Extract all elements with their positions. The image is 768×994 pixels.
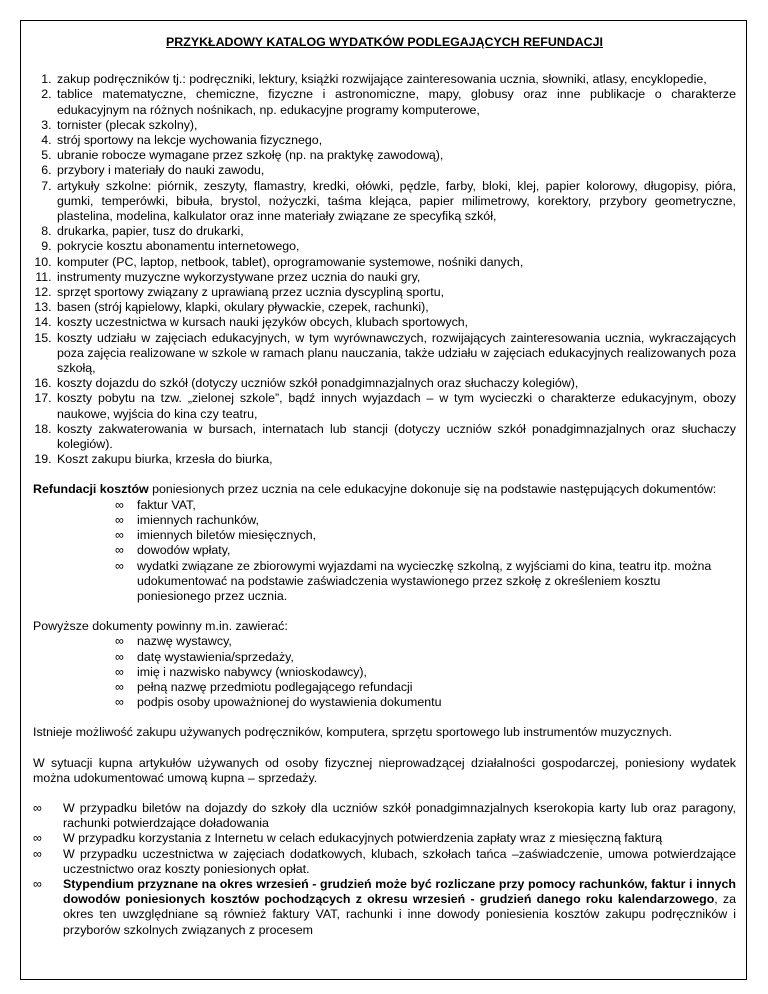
document-page <box>20 20 747 980</box>
catalog-item: 13. basen (strój kąpielowy, klapki, okulary pływackie, czepek, rachunki), <box>55 300 736 315</box>
notes-list <box>33 801 736 938</box>
catalog-item: 9. pokrycie kosztu abonamentu internetowego, <box>55 239 736 254</box>
document-type-item: ∞ imiennych rachunków, <box>115 513 736 528</box>
purchase-contract-paragraph: W sytuacji kupna artykułów używanych od osoby fizycznej nieprowadzącej działalności gospodarczej, poniesiony wydatek można udokumentować umową kupna – sprzedaży. <box>33 755 736 785</box>
document-field-item: ∞ pełną nazwę przedmiotu podlegającego refundacji <box>115 680 736 695</box>
note-item: ∞ W przypadku uczestnictwa w zajęciach dodatkowych, klubach, szkołach tańca –zaświadczenie, umowa potwierdzające uczestnictwo oraz koszty poniesionych opłat. <box>33 847 736 877</box>
catalog-item: 7. artykuły szkolne: piórnik, zeszyty, flamastry, kredki, ołówki, pędzle, farby, bloki, klej, papier kolorowy, długopisy, pióra, gumki, temperówki, bibuła, brystol, nożyczki, taśma klejąca, papier milimetrowy, korektory, przybory geometryczne, plastelina, modelina, kalkulator oraz inne materiały związane ze specyfiką szkół, <box>55 179 736 225</box>
page-title: PRZYKŁADOWY KATALOG WYDATKÓW PODLEGAJĄCYCH REFUNDACJI <box>166 35 603 49</box>
document-field-item: ∞ datę wystawienia/sprzedaży, <box>115 650 736 665</box>
stipend-note-bold: Stypendium przyznane na okres wrzesień - grudzień może być rozliczane przy pomocy rachunków, faktur i innych dowodów poniesionych kosztów pochodzących z okresu wrzesień - grudzień danego roku kalendarzowego <box>63 876 736 907</box>
refund-intro-bold: Refundacji kosztów <box>33 482 149 497</box>
catalog-item: 4. strój sportowy na lekcje wychowania fizycznego, <box>55 133 736 148</box>
catalog-item: 3. tornister (plecak szkolny), <box>55 118 736 133</box>
documents-list <box>33 498 736 604</box>
catalog-item: 8. drukarka, papier, tusz do drukarki, <box>55 224 736 239</box>
contents-intro: Powyższe dokumenty powinny m.in. zawierać: <box>33 619 288 634</box>
expense-catalog-list <box>33 72 736 467</box>
catalog-item: 17. koszty pobytu na tzw. „zielonej szkole”, bądź innych wyjazdach – w tym wycieczki o charakterze edukacyjnym, obozy naukowe, wyjścia do kina czy teatru, <box>55 391 736 421</box>
note-item: ∞ W przypadku biletów na dojazdy do szkoły dla uczniów szkół ponadgimnazjalnych kserokopia karty lub oraz paragony, rachunki potwierdzające doładowania <box>33 801 736 831</box>
refund-intro <box>33 482 736 497</box>
catalog-item: 6. przybory i materiały do nauki zawodu, <box>55 163 736 178</box>
catalog-item: 19. Koszt zakupu biurka, krzesła do biurka, <box>55 452 736 467</box>
document-type-item: ∞ dowodów wpłaty, <box>115 543 736 558</box>
catalog-item: 10. komputer (PC, laptop, netbook, tablet), oprogramowanie systemowe, nośniki danych, <box>55 255 736 270</box>
catalog-item: 16. koszty dojazdu do szkół (dotyczy uczniów szkół ponadgimnazjalnych oraz słuchaczy kolegiów), <box>55 376 736 391</box>
catalog-item: 15. koszty udziału w zajęciach edukacyjnych, w tym wyrównawczych, rozwijających zainteresowania ucznia, wykraczających poza zajęcia realizowane w szkole w ramach planu nauczania, także udziału w zajęciach edukacyjnych realizowanych poza szkołą, <box>55 331 736 377</box>
document-type-item: ∞ wydatki związane ze zbiorowymi wyjazdami na wycieczkę szkolną, z wyjściami do kina, teatru itp. można udokumentować na podstawie zaświadczenia wystawionego przez szkołę z określeniem kosztu poniesionego przez ucznia. <box>115 559 736 605</box>
document-field-item: ∞ nazwę wystawcy, <box>115 634 736 649</box>
document-type-item: ∞ imiennych biletów miesięcznych, <box>115 528 736 543</box>
note-item: ∞ W przypadku korzystania z Internetu w celach edukacyjnych potwierdzenia zapłaty wraz z miesięczną fakturą <box>33 831 736 846</box>
used-items-paragraph: Istnieje możliwość zakupu używanych podręczników, komputera, sprzętu sportowego lub instrumentów muzycznych. <box>33 725 673 740</box>
catalog-item: 1. zakup podręczników tj.: podręczniki, lektury, książki rozwijające zainteresowania ucznia, słowniki, atlasy, encyklopedie, <box>55 72 736 87</box>
catalog-item: 5. ubranie robocze wymagane przez szkołę (np. na praktykę zawodową), <box>55 148 736 163</box>
catalog-item: 11. instrumenty muzyczne wykorzystywane przez ucznia do nauki gry, <box>55 270 736 285</box>
document-field-item: ∞ imię i nazwisko nabywcy (wnioskodawcy), <box>115 665 736 680</box>
refund-intro-text: poniesionych przez ucznia na cele edukacyjne dokonuje się na podstawie następujących dokumentów: <box>148 482 717 497</box>
catalog-item: 14. koszty uczestnictwa w kursach nauki języków obcych, klubach sportowych, <box>55 315 736 330</box>
stipend-note-text: , za okres ten uwzględniane są również faktury VAT, rachunki i inne dowody poniesienia kosztów zakupu podręczników i przyborów szkolnych związanych z procesem <box>63 892 736 937</box>
document-type-item: ∞ faktur VAT, <box>115 498 736 513</box>
document-contents-list <box>33 634 736 710</box>
stipend-note-item <box>33 877 736 938</box>
catalog-item: 2. tablice matematyczne, chemiczne, fizyczne i astronomiczne, mapy, globusy oraz inne publikacje o charakterze edukacyjnym na różnych nośnikach, np. edukacyjne programy komputerowe, <box>55 87 736 117</box>
catalog-item: 18. koszty zakwaterowania w bursach, internatach lub stancji (dotyczy uczniów szkół ponadgimnazjalnych oraz słuchaczy kolegiów). <box>55 422 736 452</box>
catalog-item: 12. sprzęt sportowy związany z uprawianą przez ucznia dyscypliną sportu, <box>55 285 736 300</box>
document-field-item: ∞ podpis osoby upoważnionej do wystawienia dokumentu <box>115 695 736 710</box>
